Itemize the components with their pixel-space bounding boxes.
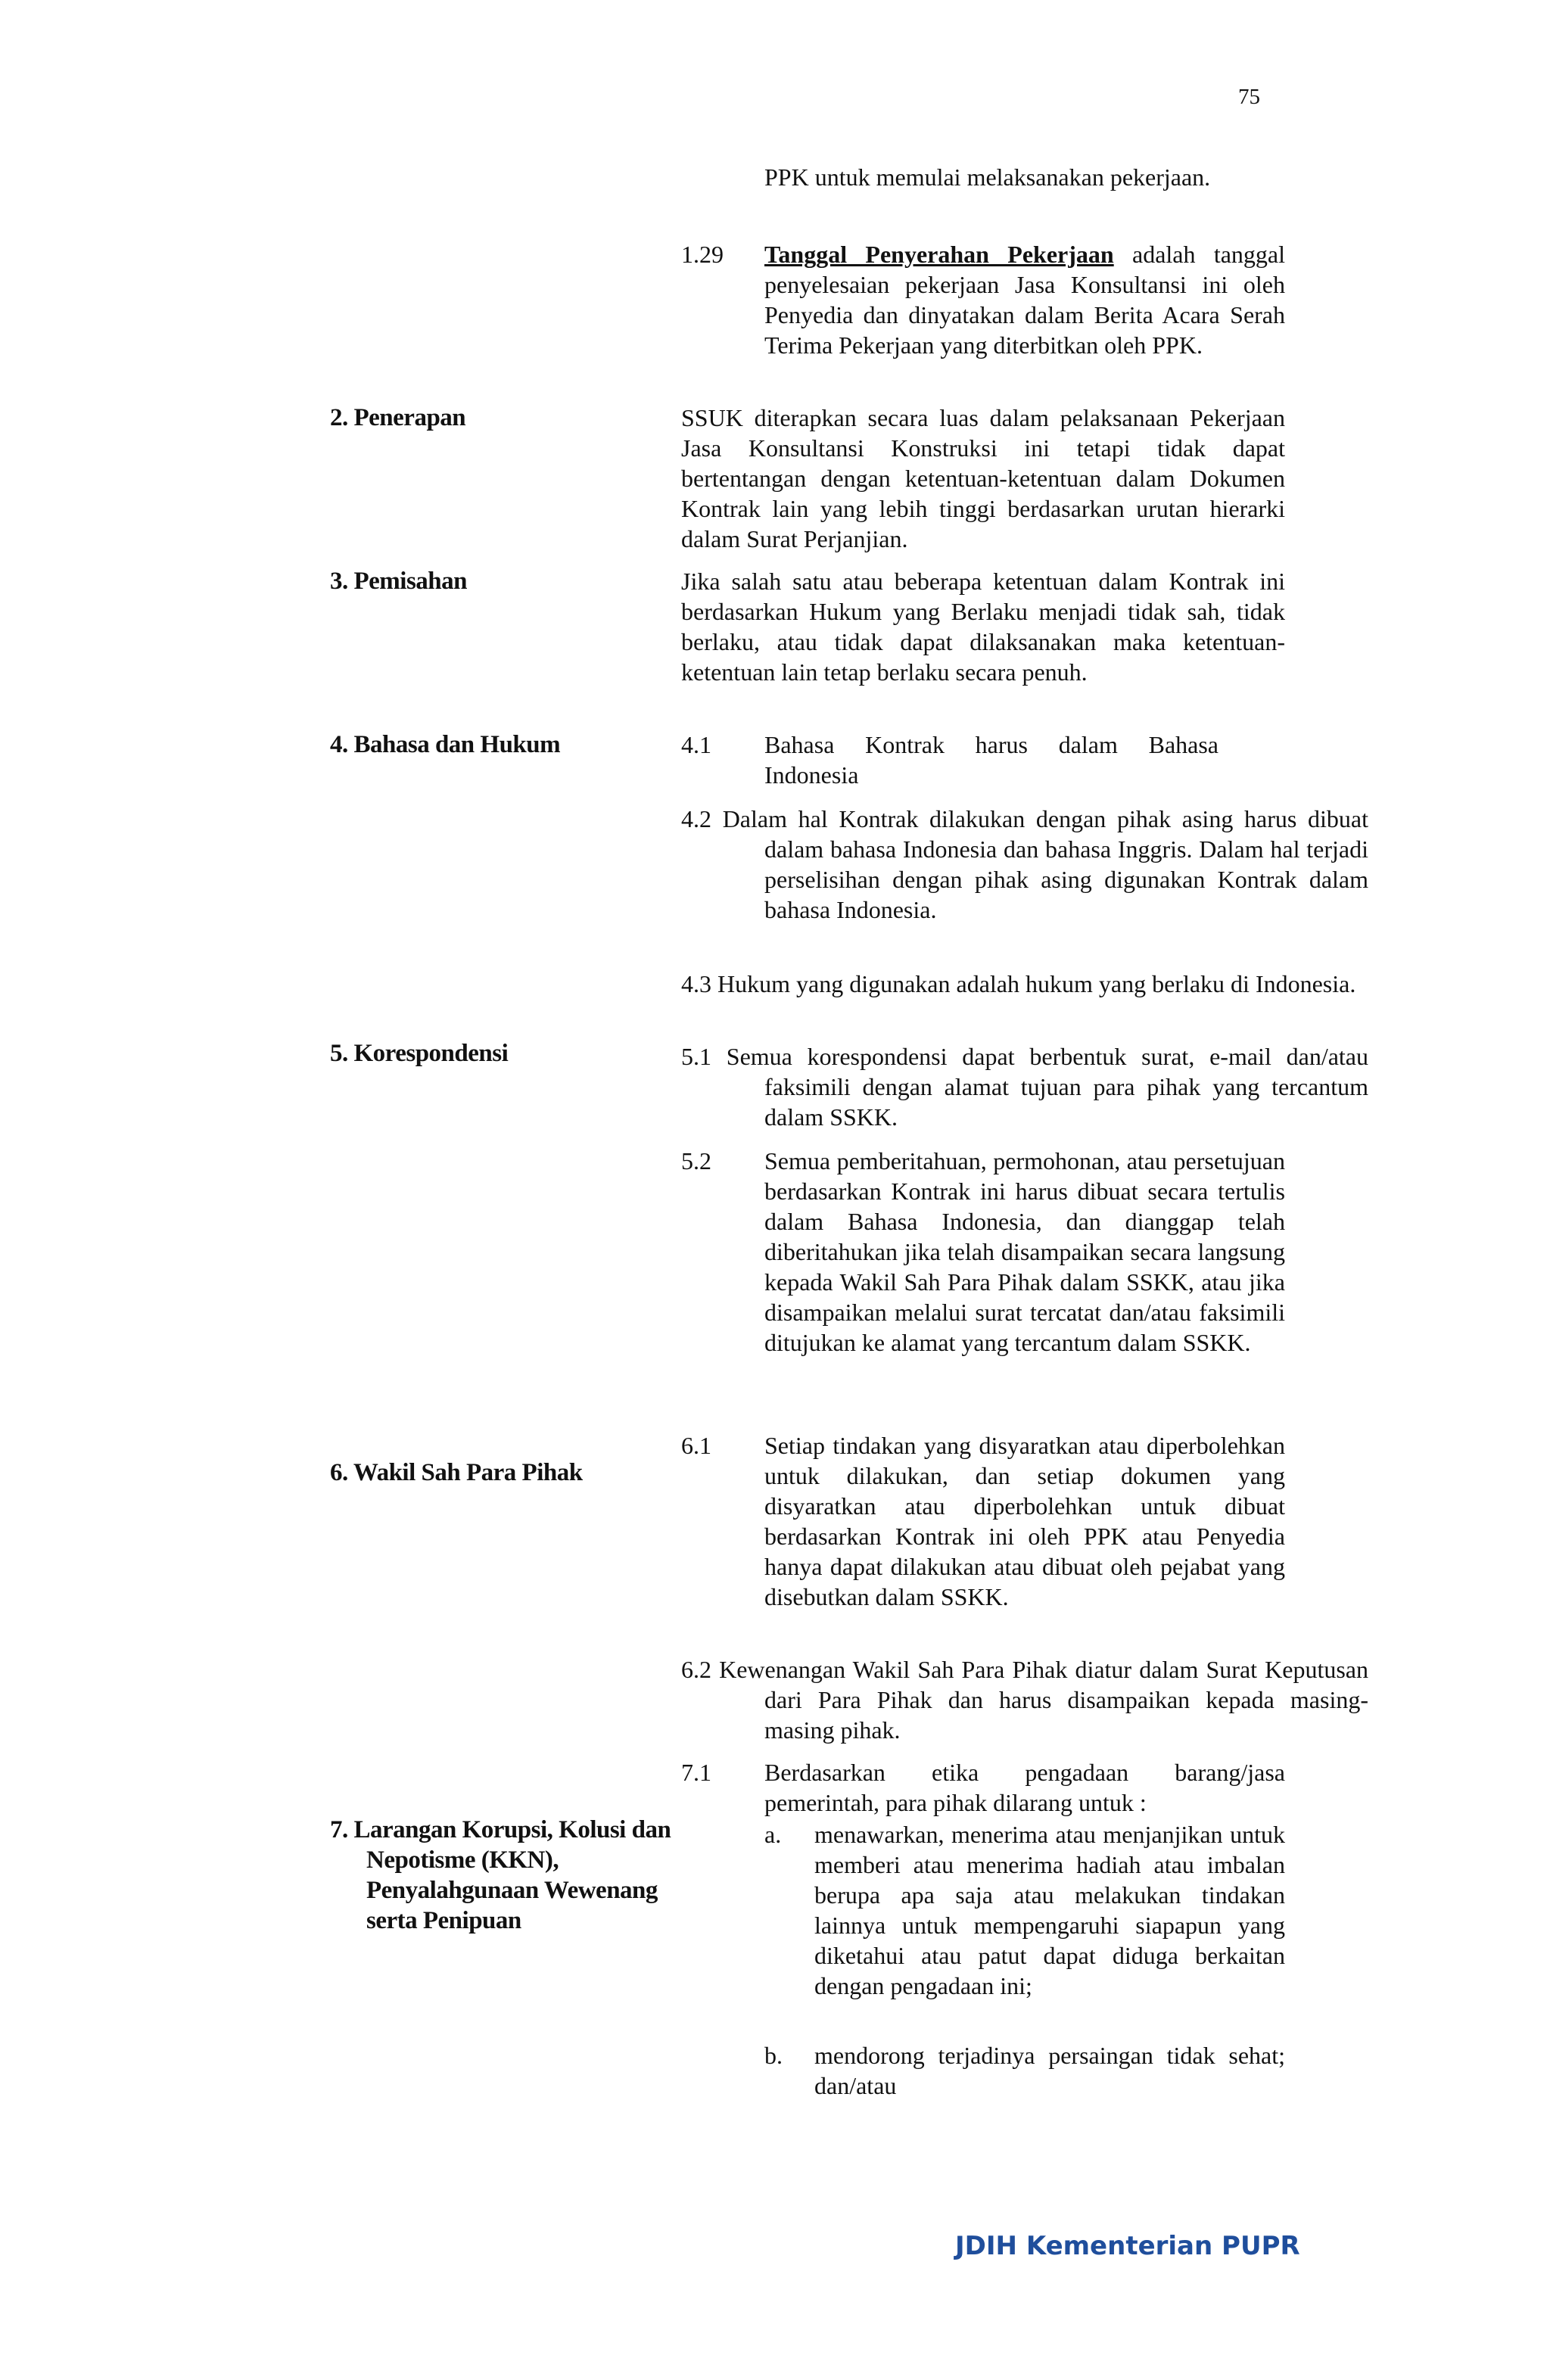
heading-penerapan: 2. Penerapan [330, 404, 466, 431]
heading-wakil-sah: 6. Wakil Sah Para Pihak [330, 1459, 583, 1486]
item-7-1-b-text: mendorong terjadinya persaingan tidak sehat; dan/atau [814, 2042, 1285, 2099]
pemisahan-text: Jika salah satu atau beberapa ketentuan dalam Kontrak ini berdasarkan Hukum yang Berlaku menjadi tidak sah, tidak berlaku, atau tidak dapat dilaksanakan maka ketentuan-ketentuan lain tetap berlaku secara penuh. [681, 568, 1285, 686]
heading-bahasa-hukum: 4. Bahasa dan Hukum [330, 731, 561, 758]
item-7-1-number: 7.1 [681, 1759, 711, 1786]
heading-pemisahan: 3. Pemisahan [330, 568, 468, 595]
penerapan-text: SSUK diterapkan secara luas dalam pelaksanaan Pekerjaan Jasa Konsultansi Konstruksi ini tetapi tidak dapat bertentangan dengan ketentuan-ketentuan dalam Dokumen Kontrak lain yang lebih tinggi berdasarkan urutan hierarki dalam Surat Perjanjian. [681, 404, 1285, 552]
continuation-text: PPK untuk memulai melaksanakan pekerjaan. [764, 163, 1211, 191]
item-5-2-number: 5.2 [681, 1147, 711, 1174]
item-4-3-text: 4.3 Hukum yang digunakan adalah hukum yang berlaku di Indonesia. [681, 970, 1356, 997]
item-7-1-text: Berdasarkan etika pengadaan barang/jasa pemerintah, para pihak dilarang untuk : [764, 1759, 1285, 1816]
item-5-2-text: Semua pemberitahuan, permohonan, atau persetujuan berdasarkan Kontrak ini harus dibuat secara tertulis dalam Bahasa Indonesia, dan dianggap telah diberitahukan jika telah disampaikan secara langsung kepada Wakil Sah Para Pihak dalam SSKK, atau jika disampaikan melalui surat tercatat dan/atau faksimili ditujukan ke alamat yang tercantum dalam SSKK. [764, 1147, 1285, 1356]
item-7-1-a-text: menawarkan, menerima atau menjanjikan untuk memberi atau menerima hadiah atau imbalan berupa apa saja atau melakukan tindakan lainnya untuk mempengaruhi siapapun yang diketahui atau patut dapat diduga berkaitan dengan pengadaan ini; [814, 1821, 1285, 1999]
item-1-29-definition: adalah tanggal penyelesaian pekerjaan Jasa Konsultansi ini oleh Penyedia dan dinyatakan dalam Berita Acara Serah Terima Pekerjaan yang diterbitkan oleh PPK. [764, 241, 1286, 359]
item-1-29-term: Tanggal Penyerahan Pekerjaan [764, 241, 1114, 268]
item-7-1-b-letter: b. [764, 2042, 783, 2069]
item-4-1-text: Bahasa Kontrak harus dalam Bahasa Indonesia [764, 731, 1219, 789]
item-1-29-text [764, 239, 1285, 360]
item-5-1-text: 5.1 Semua korespondensi dapat berbentuk surat, e-mail dan/atau faksimili dengan alamat tujuan para pihak yang tercantum dalam SSKK. [681, 1043, 1368, 1131]
heading-korespondensi: 5. Korespondensi [330, 1040, 509, 1067]
footer-jdih: JDIH Kementerian PUPR [955, 2231, 1300, 2261]
item-6-1-number: 6.1 [681, 1432, 711, 1459]
heading-larangan: 7. Larangan Korupsi, Kolusi dan Nepotisme (KKN), Penyalahgunaan Wewenang serta Penipuan [330, 1816, 671, 1934]
item-4-2-text: 4.2 Dalam hal Kontrak dilakukan dengan pihak asing harus dibuat dalam bahasa Indonesia dan bahasa Inggris. Dalam hal terjadi perselisihan dengan pihak asing digunakan Kontrak dalam bahasa Indonesia. [681, 805, 1368, 923]
item-1-29-number: 1.29 [681, 241, 724, 268]
item-7-1-a-letter: a. [764, 1821, 782, 1848]
item-6-2-text: 6.2 Kewenangan Wakil Sah Para Pihak diatur dalam Surat Keputusan dari Para Pihak dan harus disampaikan kepada masing-masing pihak. [681, 1656, 1368, 1744]
page-number: 75 [1238, 85, 1260, 109]
item-4-1-number: 4.1 [681, 731, 711, 758]
item-6-1-text: Setiap tindakan yang disyaratkan atau diperbolehkan untuk dilakukan, dan setiap dokumen yang disyaratkan atau diperbolehkan untuk dibuat berdasarkan Kontrak ini oleh PPK atau Penyedia hanya dapat dilakukan atau dibuat oleh pejabat yang disebutkan dalam SSKK. [764, 1432, 1285, 1610]
